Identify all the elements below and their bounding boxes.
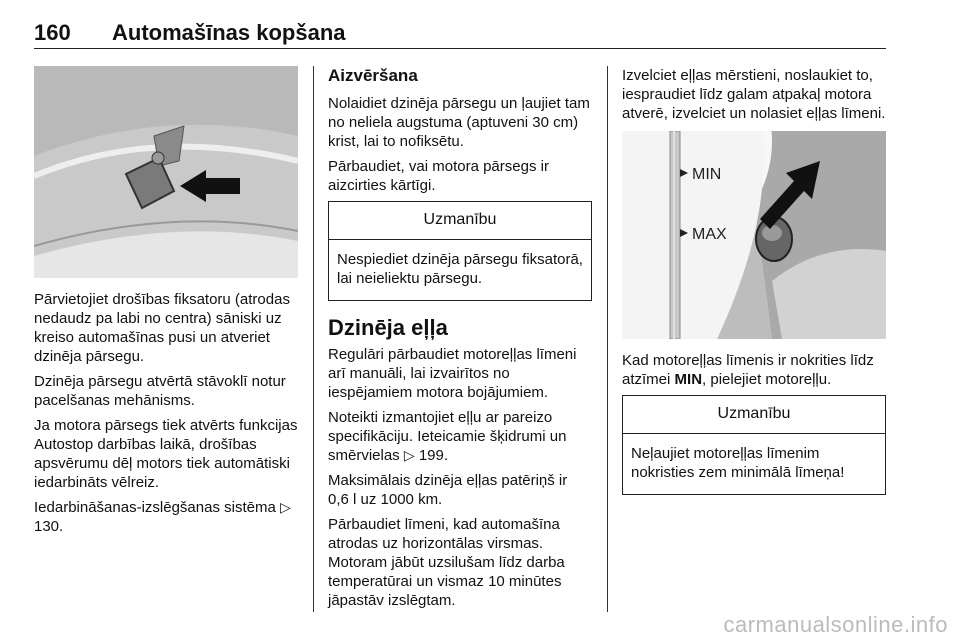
section-heading-closing: Aizvēršana bbox=[328, 66, 418, 85]
reference-page-link[interactable]: 130. bbox=[34, 518, 64, 535]
paragraph: Regulāri pārbaudiet motoreļļas līmeni arī manuāli, lai izvairītos no iespējamiem motora bojājumiem. bbox=[328, 346, 577, 401]
caution-notice bbox=[328, 201, 592, 301]
notice-title: Uzmanību bbox=[329, 202, 591, 240]
paragraph-reference bbox=[328, 408, 592, 465]
column-divider bbox=[313, 66, 314, 612]
paragraph-text: , pielejiet motoreļļu. bbox=[702, 371, 832, 388]
paragraph: Izvelciet eļļas mērstieni, noslaukiet to, iespraudiet līdz galam atpakaļ motora atverē, izvelciet un nolasiet eļļas līmeni. bbox=[622, 67, 886, 122]
page-number: 160 bbox=[34, 20, 71, 45]
reference-text: Iedarbināšanas-izslēgšanas sistēma bbox=[34, 499, 276, 516]
dipstick-max-label: MAX bbox=[692, 226, 727, 243]
reference-text: Noteikti izmantojiet eļļu ar pareizo specifikāciju. Ieteicamie šķidrumi un smērvielas bbox=[328, 409, 567, 464]
caution-notice bbox=[622, 395, 886, 495]
page-reference-icon: ▷ bbox=[279, 499, 291, 515]
paragraph-reference bbox=[34, 498, 298, 536]
paragraph: Pārvietojiet drošības fiksatoru (atrodas nedaudz pa labi no centra) sāniski uz kreiso automašīnas pusi un atveriet dzinēja pārsegu. bbox=[34, 291, 290, 365]
column-3 bbox=[622, 66, 886, 509]
watermark: carmanualsonline.info bbox=[723, 612, 948, 637]
section-heading-engine-oil: Dzinēja eļļa bbox=[328, 315, 448, 340]
paragraph: Ja motora pārsegs tiek atvērts funkcijas Autostop darbības laikā, drošības apsvērumu dēļ motors tiek automātiski iedarbināts vēlreiz. bbox=[34, 417, 298, 491]
paragraph: Maksimālais dzinēja eļļas patēriņš ir 0,6 l uz 1000 km. bbox=[328, 472, 568, 508]
page-reference-icon: ▷ bbox=[403, 447, 415, 463]
notice-body: Neļaujiet motoreļļas līmenim nokristies zem minimālā līmeņa! bbox=[631, 445, 845, 481]
paragraph: Nolaidiet dzinēja pārsegu un ļaujiet tam no neliela augstuma (aptuveni 30 cm) krist, lai to nofiksētu. bbox=[328, 95, 590, 150]
column-1 bbox=[34, 66, 298, 542]
reference-page-link[interactable]: 199. bbox=[418, 447, 449, 464]
paragraph: Pārbaudiet, vai motora pārsegs ir aizcirties kārtīgi. bbox=[328, 158, 549, 194]
notice-title: Uzmanību bbox=[623, 396, 885, 434]
notice-body: Nespiediet dzinēja pārsegu fiksatorā, lai neieliektu pārsegu. bbox=[337, 251, 583, 287]
dipstick-drawing bbox=[622, 131, 886, 339]
page-title: Automašīnas kopšana bbox=[112, 20, 346, 45]
column-2 bbox=[328, 66, 592, 616]
min-mark-label: MIN bbox=[674, 371, 703, 388]
paragraph-text: Kad motoreļļas līmenis ir nokrities līdz atzīmei bbox=[622, 352, 874, 388]
hood-latch-illustration bbox=[34, 66, 298, 278]
column-divider bbox=[607, 66, 608, 612]
paragraph: Pārbaudiet līmeni, kad automašīna atrodas uz horizontālas virsmas. Motoram jābūt uzsilušam līdz darba temperatūrai un vismaz 10 minūtes jāpastāv izslēgtam. bbox=[328, 516, 565, 609]
dipstick-min-label: MIN bbox=[692, 166, 722, 183]
hood-latch-drawing bbox=[34, 66, 298, 278]
paragraph-min-level bbox=[622, 351, 886, 389]
page-header bbox=[34, 18, 886, 49]
paragraph: Dzinēja pārsegu atvērtā stāvoklī notur pacelšanas mehānisms. bbox=[34, 373, 286, 409]
dipstick-illustration bbox=[622, 131, 886, 339]
